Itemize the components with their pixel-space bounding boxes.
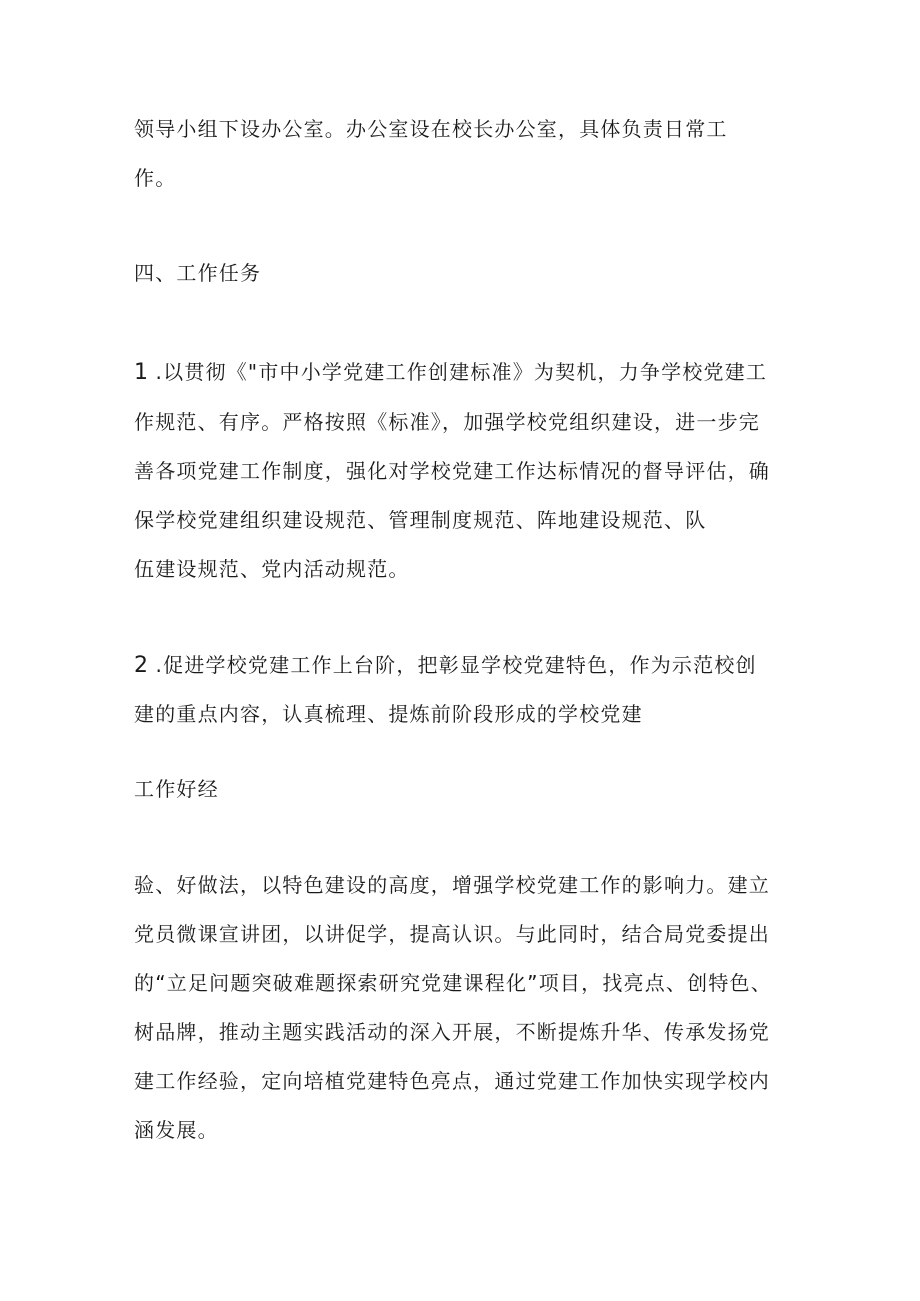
section-heading: 四、工作任务 (134, 261, 262, 285)
paragraph-line: 保学校党建组织建设规范、管理制度规范、阵地建设规范、队 (134, 508, 707, 532)
paragraph-line: 验、好做法，以特色建设的高度，增强学校党建工作的影响力。建立 (134, 873, 770, 897)
paragraph-line: 作规范、有序。严格按照《标准》，加强学校党组织建设，进一步完 (134, 410, 760, 434)
paragraph-line: 伍建设规范、党内活动规范。 (134, 557, 410, 581)
list-item-text: .促进学校党建工作上台阶，把彰显学校党建特色，作为示范校创 (148, 653, 757, 677)
paragraph-line: 党员微课宣讲团，以讲促学，提高认识。与此同时，结合局党委提出 (134, 922, 770, 946)
paragraph-line: 善各项党建工作制度，强化对学校党建工作达标情况的督导评估，确 (134, 459, 770, 483)
list-item-number: 2 (134, 653, 148, 678)
list-item-1-line (134, 359, 767, 386)
paragraph-line: 涵发展。 (134, 1118, 219, 1142)
list-item-2-line (134, 652, 757, 679)
paragraph-line: 作。 (134, 166, 177, 190)
list-item-text: .以贯彻《"市中小学党建工作创建标准》为契机，力争学校党建工 (148, 360, 768, 384)
paragraph-line: 领导小组下设办公室。办公室设在校长办公室，具体负责日常工 (134, 117, 728, 141)
paragraph-line: 树品牌，推动主题实践活动的深入开展，不断提炼升华、传承发扬党 (134, 1020, 770, 1044)
paragraph-line: 工作好经 (134, 777, 219, 801)
paragraph-line: 的“立足问题突破难题探索研究党建课程化”项目，找亮点、创特色、 (134, 971, 772, 995)
paragraph-line: 建的重点内容，认真梳理、提炼前阶段形成的学校党建 (134, 702, 643, 726)
list-item-number: 1 (134, 360, 148, 385)
paragraph-line: 建工作经验，定向培植党建特色亮点，通过党建工作加快实现学校内 (134, 1069, 770, 1093)
